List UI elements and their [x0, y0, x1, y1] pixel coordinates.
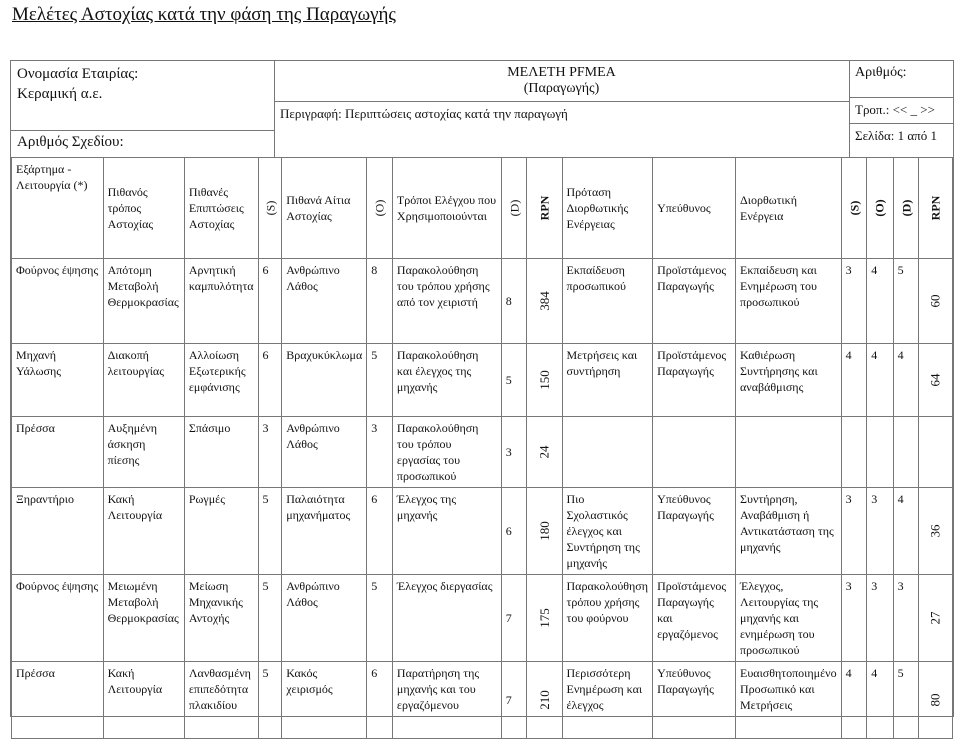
col-o [367, 158, 393, 259]
cell-failure-mode: Μειωμένη Μεταβολή Θερμοκρασίας [103, 575, 184, 662]
cell-o: 6 [367, 488, 393, 575]
page-number: Σελίδα: 1 από 1 [849, 123, 953, 144]
cell-o: 3 [367, 417, 393, 488]
cell-item: Πρέσσα [12, 417, 104, 488]
cell-s: 5 [258, 488, 282, 575]
cell-item: Ξηραντήριο [12, 488, 104, 575]
col-rpn [527, 158, 562, 259]
cell-effects: Αλλοίωση Εξωτερικής εμφάνισης [184, 344, 258, 417]
cell-s2: 4 [841, 344, 867, 417]
cell-item: Φούρνος έψησης [12, 575, 104, 662]
cell-item: Πρέσσα [12, 662, 104, 739]
table-row [12, 344, 953, 417]
cell-rpn2 [919, 575, 953, 662]
cell-s2: 3 [841, 575, 867, 662]
cell-rpn [527, 488, 562, 575]
table-body [12, 259, 953, 739]
number-block [849, 61, 953, 157]
study-block [274, 61, 850, 157]
cell-rpn [527, 344, 562, 417]
cell-failure-mode: Αυξημένη άσκηση πίεσης [103, 417, 184, 488]
cell-controls: Παρατήρηση της μηχανής και του εργαζόμενου [392, 662, 501, 739]
cell-d: 8 [501, 259, 527, 344]
cell-responsible: Υπεύθυνος Παραγωγής [653, 662, 736, 739]
cell-proposed-action: Μετρήσεις και συντήρηση [562, 344, 653, 417]
cell-rpn2-value: 27 [927, 611, 943, 625]
cell-effects: Αρνητική καμπυλότητα [184, 259, 258, 344]
col-responsible: Υπεύθυνος [653, 158, 736, 259]
col-corrective-action: Διορθωτική Ενέργεια [736, 158, 842, 259]
cell-failure-mode: Διακοπή λειτουργίας [103, 344, 184, 417]
table-row [12, 575, 953, 662]
table-row [12, 662, 953, 739]
cell-d: 5 [501, 344, 527, 417]
col-d [501, 158, 527, 259]
cell-rpn2-value: 80 [927, 693, 943, 707]
col-o-label: (O) [372, 199, 387, 217]
cell-rpn2-value: 64 [927, 373, 943, 387]
cell-o2: 3 [867, 575, 893, 662]
cell-d2: 4 [893, 488, 919, 575]
header-row [12, 158, 953, 259]
col-rpn2-label: RPN [928, 195, 943, 221]
cell-responsible: Προϊστάμενος Παραγωγής [653, 259, 736, 344]
cell-responsible: Υπεύθυνος Παραγωγής [653, 488, 736, 575]
cell-corrective-action: Εκπαίδευση και Ενημέρωση του προσωπικού [736, 259, 842, 344]
col-s2 [841, 158, 867, 259]
cell-responsible: Προϊστάμενος Παραγωγής [653, 344, 736, 417]
cell-proposed-action: Εκπαίδευση προσωπικού [562, 259, 653, 344]
cell-rpn-value: 150 [536, 370, 552, 390]
col-o2-label: (O) [872, 199, 887, 217]
cell-s2: 3 [841, 488, 867, 575]
cell-s2 [841, 417, 867, 488]
cell-effects: Σπάσιμο [184, 417, 258, 488]
cell-s: 6 [258, 259, 282, 344]
study-title: ΜΕΛΕΤΗ PFMEA [507, 65, 616, 80]
cell-effects: Ρωγμές [184, 488, 258, 575]
cell-corrective-action: Ευαισθητοποιημένο Προσωπικό και Μετρήσεις [736, 662, 842, 739]
cell-rpn [527, 575, 562, 662]
cell-proposed-action [562, 417, 653, 488]
cell-o: 5 [367, 344, 393, 417]
cell-s: 5 [258, 662, 282, 739]
cell-causes: Ανθρώπινο Λάθος [282, 417, 367, 488]
company-info [17, 64, 138, 104]
revision: Τροπ.: << _ >> [849, 97, 953, 118]
col-o2 [867, 158, 893, 259]
cell-rpn2 [919, 344, 953, 417]
cell-o2: 3 [867, 488, 893, 575]
cell-corrective-action: Καθιέρωση Συντήρησης και αναβάθμισης [736, 344, 842, 417]
cell-d2: 4 [893, 344, 919, 417]
study-subtitle: (Παραγωγής) [523, 81, 600, 96]
cell-proposed-action: Παρακολούθηση τρόπου χρήσης του φούρνου [562, 575, 653, 662]
col-item: Εξάρτημα - Λειτουργία (*) [12, 158, 104, 259]
table-row [12, 417, 953, 488]
cell-rpn [527, 662, 562, 739]
cell-rpn-value: 175 [536, 608, 552, 628]
cell-d2: 3 [893, 575, 919, 662]
cell-effects: Λανθασμένη επιπεδότητα πλακιδίου [184, 662, 258, 739]
cell-responsible: Προϊστάμενος Παραγωγής και εργαζόμενος [653, 575, 736, 662]
cell-corrective-action [736, 417, 842, 488]
cell-rpn2 [919, 259, 953, 344]
cell-rpn-value: 180 [536, 521, 552, 541]
cell-s: 3 [258, 417, 282, 488]
col-s [258, 158, 282, 259]
cell-d: 6 [501, 488, 527, 575]
cell-failure-mode: Κακή Λειτουργία [103, 662, 184, 739]
col-d2 [893, 158, 919, 259]
col-effects: Πιθανές Επιπτώσεις Αστοχίας [184, 158, 258, 259]
cell-causes: Ανθρώπινο Λάθος [282, 259, 367, 344]
col-d-label: (D) [507, 199, 522, 217]
cell-controls: Παρακολούθηση του τρόπου χρήσης από τον χειριστή [392, 259, 501, 344]
pfmea-form [10, 60, 954, 717]
cell-failure-mode: Κακή Λειτουργία [103, 488, 184, 575]
cell-causes: Βραχυκύκλωμα [282, 344, 367, 417]
cell-corrective-action: Έλεγχος, Λειτουργίας της μηχανής και ενημέρωση του προσωπικού [736, 575, 842, 662]
cell-controls: Έλεγχος διεργασίας [392, 575, 501, 662]
cell-rpn-value: 384 [536, 291, 552, 311]
cell-o: 8 [367, 259, 393, 344]
pfmea-table [11, 157, 953, 739]
cell-causes: Παλαιότητα μηχανήματος [282, 488, 367, 575]
col-failure-mode: Πιθανός τρόπος Αστοχίας [103, 158, 184, 259]
table-row [12, 488, 953, 575]
col-controls: Τρόποι Ελέγχου που Χρησιμοποιούνται [392, 158, 501, 259]
cell-d2: 5 [893, 662, 919, 739]
description: Περιγραφή: Περιπτώσεις αστοχίας κατά την παραγωγή [280, 106, 568, 121]
cell-s2: 4 [841, 662, 867, 739]
cell-o2: 4 [867, 344, 893, 417]
cell-item: Φούρνος έψησης [12, 259, 104, 344]
study-heading [274, 65, 849, 97]
cell-causes: Κακός χειρισμός [282, 662, 367, 739]
divider [274, 101, 849, 102]
cell-rpn2 [919, 417, 953, 488]
cell-controls: Παρακολούθηση του τρόπου εργασίας του προσωπικού [392, 417, 501, 488]
cell-effects: Μείωση Μηχανικής Αντοχής [184, 575, 258, 662]
company-label: Ονομασία Εταιρίας: [17, 66, 139, 82]
cell-rpn-value: 210 [536, 690, 552, 710]
cell-rpn-value: 24 [536, 445, 552, 459]
cell-rpn2-value: 60 [927, 294, 943, 308]
cell-o: 5 [367, 575, 393, 662]
cell-o2: 4 [867, 662, 893, 739]
number-label: Αριθμός: [855, 65, 907, 80]
cell-d: 3 [501, 417, 527, 488]
col-d2-label: (D) [898, 199, 913, 217]
cell-controls: Έλεγχος της μηχανής [392, 488, 501, 575]
document-title: Μελέτες Αστοχίας κατά την φάση της Παραγωγής [12, 4, 396, 25]
table-row [12, 259, 953, 344]
col-rpn2 [919, 158, 953, 259]
cell-corrective-action: Συντήρηση, Αναβάθμιση ή Αντικατάσταση της μηχανής [736, 488, 842, 575]
company-block [11, 61, 275, 157]
cell-s: 5 [258, 575, 282, 662]
col-causes: Πιθανά Αίτια Αστοχίας [282, 158, 367, 259]
cell-rpn [527, 417, 562, 488]
col-s-label: (S) [262, 200, 277, 216]
cell-failure-mode: Απότομη Μεταβολή Θερμοκρασίας [103, 259, 184, 344]
cell-item: Μηχανή Υάλωσης [12, 344, 104, 417]
cell-rpn2 [919, 488, 953, 575]
col-rpn-label: RPN [537, 195, 552, 221]
cell-o2: 4 [867, 259, 893, 344]
cell-d: 7 [501, 575, 527, 662]
cell-rpn [527, 259, 562, 344]
cell-d: 7 [501, 662, 527, 739]
cell-s2: 3 [841, 259, 867, 344]
cell-d2: 5 [893, 259, 919, 344]
col-s2-label: (S) [846, 200, 861, 216]
cell-controls: Παρακολούθηση και έλεγχος της μηχανής [392, 344, 501, 417]
cell-d2 [893, 417, 919, 488]
col-proposed-action: Πρόταση Διορθωτικής Ενέργειας [562, 158, 653, 259]
cell-o: 6 [367, 662, 393, 739]
cell-rpn2-value: 36 [927, 524, 943, 538]
cell-causes: Ανθρώπινο Λάθος [282, 575, 367, 662]
company-name: Κεραμική α.ε. [17, 86, 103, 102]
cell-responsible [653, 417, 736, 488]
cell-proposed-action: Περισσότερη Ενημέρωση και έλεγχος [562, 662, 653, 739]
cell-rpn2 [919, 662, 953, 739]
design-number: Αριθμός Σχεδίου: [11, 130, 274, 151]
cell-s: 6 [258, 344, 282, 417]
cell-proposed-action: Πιο Σχολαστικός έλεγχος και Συντήρηση της μηχανής [562, 488, 653, 575]
cell-o2 [867, 417, 893, 488]
